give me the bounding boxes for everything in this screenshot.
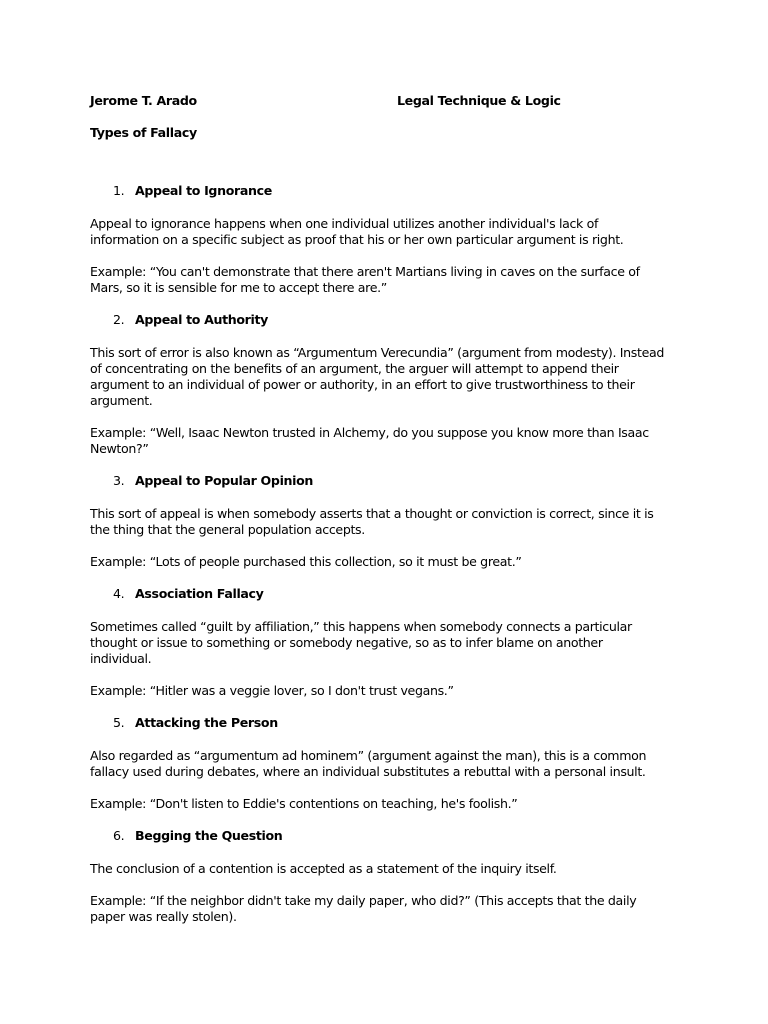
- section-example: Example: “Hitler was a veggie lover, so I don't trust vegans.”: [90, 683, 454, 698]
- section-number: 5.: [113, 715, 125, 730]
- document-page: [90, 93, 682, 941]
- section-description: Sometimes called “guilt by affiliation,” this happens when somebody connects a particular thought or issue to something or somebody negative, so as to infer blame on another individual.: [90, 619, 632, 666]
- section-example: Example: “Lots of people purchased this collection, so it must be great.”: [90, 554, 522, 569]
- document-header: [90, 93, 682, 109]
- section-title: Association Fallacy: [135, 586, 264, 601]
- section-number: 2.: [113, 312, 125, 327]
- section-title: Appeal to Authority: [135, 312, 269, 327]
- fallacy-section: [90, 715, 682, 812]
- section-number: 3.: [113, 473, 125, 488]
- section-heading: [90, 586, 682, 602]
- course-title: Legal Technique & Logic: [397, 93, 561, 108]
- section-example: Example: “If the neighbor didn't take my daily paper, who did?” (This accepts that the daily paper was really stolen).: [90, 893, 637, 924]
- section-number: 1.: [113, 183, 125, 198]
- section-number: 6.: [113, 828, 125, 843]
- fallacy-list: [90, 183, 682, 925]
- section-heading: [90, 312, 682, 328]
- section-example: Example: “Don't listen to Eddie's contentions on teaching, he's foolish.”: [90, 796, 518, 811]
- section-heading: [90, 715, 682, 731]
- fallacy-section: [90, 586, 682, 699]
- section-description: This sort of error is also known as “Argumentum Verecundia” (argument from modesty). Instead of concentrating on the benefits of an argument, the arguer will attempt to append their argument to an individual of power or authority, in an effort to give trustworthiness to their argument.: [90, 345, 665, 408]
- section-heading: [90, 828, 682, 844]
- fallacy-section: [90, 312, 682, 457]
- section-heading: [90, 473, 682, 489]
- section-title: Appeal to Ignorance: [135, 183, 272, 198]
- section-description: Also regarded as “argumentum ad hominem” (argument against the man), this is a common fallacy used during debates, where an individual substitutes a rebuttal with a personal insult.: [90, 748, 647, 779]
- section-number: 4.: [113, 586, 125, 601]
- fallacy-section: [90, 473, 682, 570]
- fallacy-section: [90, 828, 682, 925]
- author-name: Jerome T. Arado: [90, 93, 197, 108]
- section-description: Appeal to ignorance happens when one individual utilizes another individual's lack of information on a specific subject as proof that his or her own particular argument is right.: [90, 216, 624, 247]
- section-title: Appeal to Popular Opinion: [135, 473, 314, 488]
- section-description: This sort of appeal is when somebody asserts that a thought or conviction is correct, since it is the thing that the general population accepts.: [90, 506, 654, 537]
- document-title: Types of Fallacy: [90, 125, 197, 140]
- section-description: The conclusion of a contention is accepted as a statement of the inquiry itself.: [90, 861, 557, 876]
- section-title: Begging the Question: [135, 828, 283, 843]
- fallacy-section: [90, 183, 682, 296]
- section-example: Example: “You can't demonstrate that there aren't Martians living in caves on the surface of Mars, so it is sensible for me to accept there are.”: [90, 264, 640, 295]
- section-title: Attacking the Person: [135, 715, 278, 730]
- section-heading: [90, 183, 682, 199]
- section-example: Example: “Well, Isaac Newton trusted in Alchemy, do you suppose you know more than Isaac Newton?”: [90, 425, 649, 456]
